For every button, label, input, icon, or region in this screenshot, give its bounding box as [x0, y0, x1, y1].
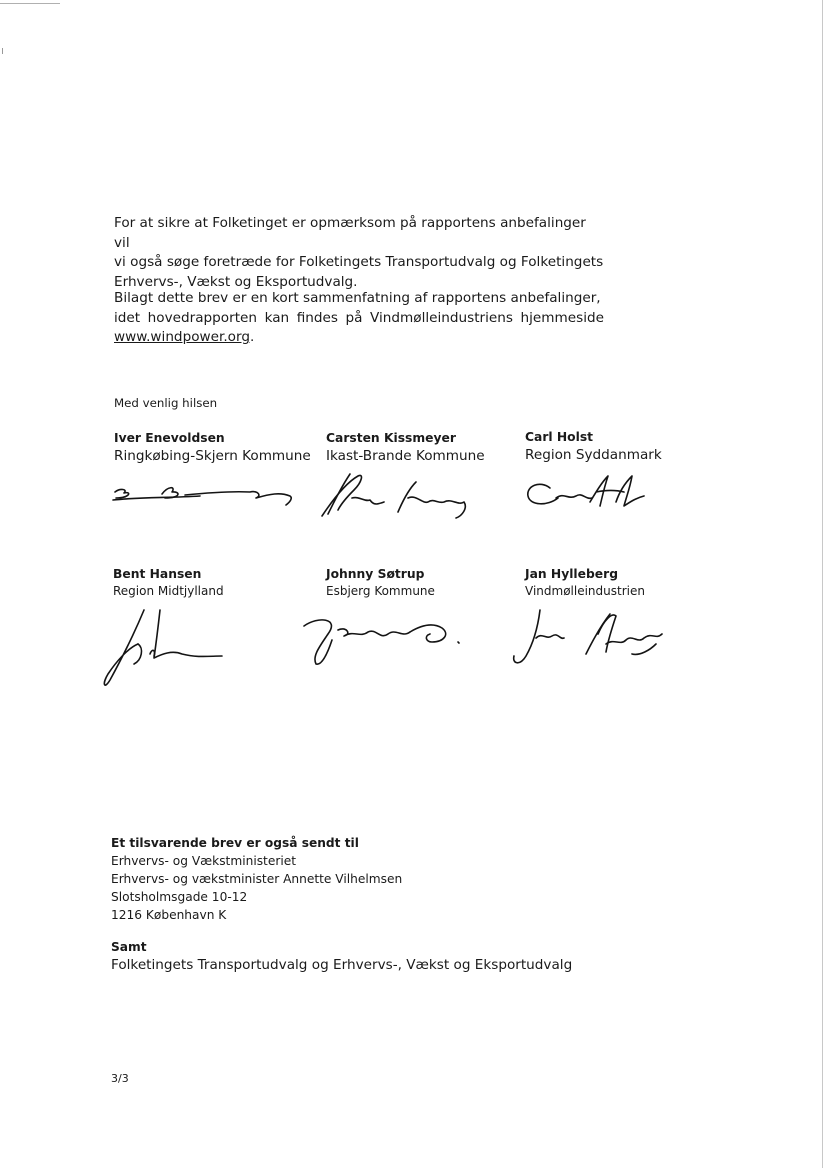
website-link[interactable]: www.windpower.org — [114, 329, 250, 345]
samt-heading: Samt — [111, 940, 147, 954]
paragraph1-line-1: For at sikre at Folketinget er opmærksom på rapportens anbefalinger vil — [114, 215, 586, 251]
page-number: 3/3 — [111, 1072, 129, 1085]
signatory-organization: Ringkøbing-Skjern Kommune — [114, 448, 311, 464]
closing-greeting: Med venlig hilsen — [114, 396, 218, 410]
signatory-4 — [113, 566, 224, 600]
also-sent-heading: Et tilsvarende brev er også sendt til — [111, 836, 359, 850]
signature-image-1 — [110, 478, 300, 510]
also-sent-line-1: Erhvervs- og Vækstministeriet — [111, 854, 297, 868]
signatory-1 — [114, 430, 311, 466]
signatory-organization: Vindmølleindustrien — [525, 584, 645, 598]
signatory-name: Johnny Søtrup — [326, 567, 425, 581]
signatory-name: Carl Holst — [525, 430, 594, 444]
signature-image-2 — [318, 468, 478, 520]
paragraph1-line-2: vi også søge foretræde for Folketingets Transportudvalg og Folketingets — [114, 254, 604, 270]
signatory-5 — [326, 566, 435, 600]
signatory-6 — [525, 566, 645, 600]
signatory-organization: Ikast-Brande Kommune — [326, 448, 485, 464]
signatory-name: Iver Enevoldsen — [114, 431, 225, 445]
paragraph-folketinget — [114, 214, 604, 292]
signature-image-6 — [506, 604, 671, 668]
also-sent-line-3: Slotsholmsgade 10-12 — [111, 890, 248, 904]
signatory-3 — [525, 429, 662, 465]
signature-image-3 — [520, 472, 650, 514]
samt-section — [111, 939, 572, 975]
signatory-name: Jan Hylleberg — [525, 567, 618, 581]
signatory-organization: Region Syddanmark — [525, 447, 662, 463]
scan-edge-right — [822, 0, 823, 1168]
scan-edge-top — [0, 3, 60, 4]
signature-image-5 — [298, 612, 468, 668]
also-sent-line-4: 1216 København K — [111, 908, 227, 922]
also-sent-line-2: Erhvervs- og vækstminister Annette Vilhelmsen — [111, 872, 403, 886]
paragraph1-line-3: Erhvervs-, Vækst og Eksportudvalg. — [114, 273, 358, 290]
scan-edge-mark — [2, 48, 3, 54]
website-link-suffix: . — [249, 329, 255, 345]
samt-text: Folketingets Transportudvalg og Erhvervs-, Vækst og Eksportudvalg — [111, 957, 573, 973]
signatory-2 — [326, 430, 485, 466]
paragraph2-line-2: idet hovedrapporten kan findes på Vindmølleindustriens hjemmeside — [114, 309, 604, 326]
also-sent-section — [111, 834, 402, 924]
signatory-organization: Esbjerg Kommune — [326, 584, 435, 598]
signature-image-4 — [98, 604, 228, 694]
signatory-name: Bent Hansen — [113, 567, 202, 581]
paragraph-report-summary — [114, 289, 604, 348]
signatory-name: Carsten Kissmeyer — [326, 431, 456, 445]
signatory-organization: Region Midtjylland — [113, 584, 224, 598]
paragraph2-line-1: Bilagt dette brev er en kort sammenfatning af rapportens anbefalinger, — [114, 290, 601, 306]
